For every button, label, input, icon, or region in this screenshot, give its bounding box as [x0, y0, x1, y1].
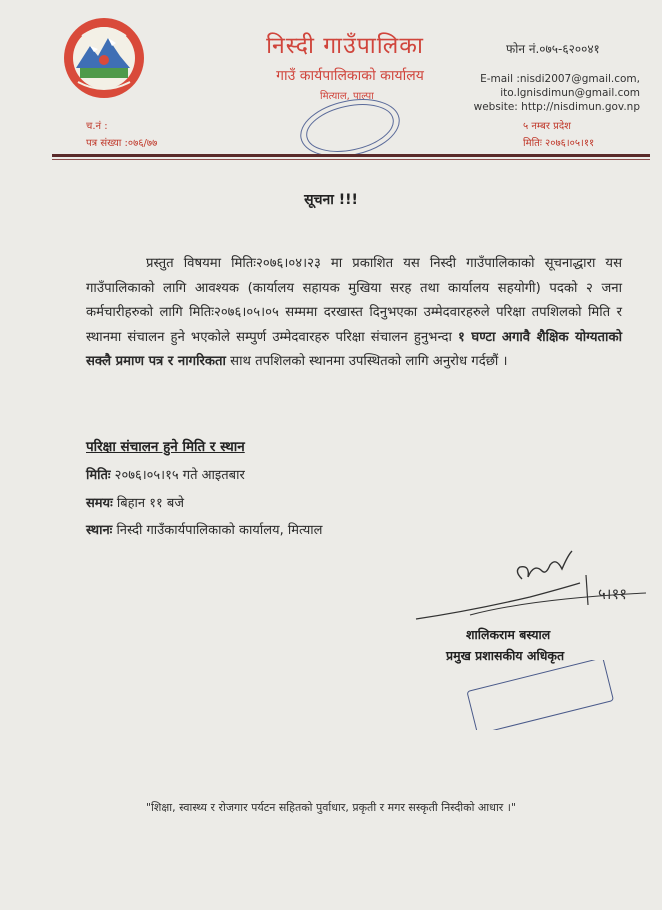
header-rule-thin — [52, 159, 650, 160]
reference-left — [86, 118, 157, 152]
contact-block — [474, 72, 640, 114]
letter-number: पत्र संख्या :०७६/७७ — [86, 138, 158, 149]
letter-date: मितिः २०७६।०५।११ — [523, 138, 595, 149]
province: ५ नम्बर प्रदेश — [523, 121, 571, 132]
char-number: च.नं : — [86, 121, 108, 132]
exam-schedule-heading: परिक्षा संचालन हुने मिति र स्थान — [86, 439, 245, 455]
exam-date-label: मितिः — [86, 468, 111, 483]
notice-text-bold: १ घण्टा अगावै शैक्षिक योग्यताको सक्लै प्रमाण पत्र र नागरिकता — [86, 329, 622, 369]
office-subtitle: गाउँ कार्यपालिकाको कार्यालय — [276, 68, 424, 84]
email-secondary: ito.lgnisdimun@gmail.com — [500, 87, 640, 99]
website: website: http://nisdimun.gov.np — [473, 101, 640, 113]
notice-body — [86, 252, 622, 375]
reference-right — [523, 118, 594, 152]
exam-place-label: स्थानः — [86, 523, 113, 538]
exam-date-line — [86, 465, 245, 483]
header-rule — [52, 154, 650, 157]
municipality-logo — [62, 16, 146, 100]
office-place: मित्याल, पाल्पा — [320, 91, 374, 102]
signature-date: ५।११ — [598, 585, 628, 603]
notice-text-part1: प्रस्तुत विषयमा मितिः२०७६।०४।२३ मा प्रकाशित यस निस्दी गाउँपालिकाको सूचनाद्धारा यस गाउँपालिकाको लागि आवश्यक (कार्यालय सहायक मुखिया सरह तथा कार्यालय सहयोगी) पदको २ जना कर्मचारीहरुको लागि मितिः२०७६।०५।०५ सम्ममा दरखास्त दिनुभएका उम्मेदवारहरुले परिक्षा तपशिलको मिति र स्थानमा संचालन हुने भएकोले सम्पुर्ण उम्मेदवारहरु परिक्षा संचालन हुनुभन्दा — [86, 256, 622, 345]
email-primary: E-mail :nisdi2007@gmail.com, — [480, 73, 640, 85]
office-name: निस्दी गाउँपालिका — [266, 33, 424, 59]
signatory-title: प्रमुख प्रशासकीय अधिकृत — [446, 648, 565, 663]
exam-time-label: समयः — [86, 496, 113, 511]
office-stamp — [295, 95, 405, 161]
exam-date-value: २०७६।०५।१५ गते आइतबार — [110, 468, 245, 483]
signatory-stamp — [460, 660, 620, 730]
notice-text-part2: साथ तपशिलको स्थानमा उपस्थितको लागि अनुरोध गर्दछौं । — [230, 354, 508, 369]
phone-number: फोन नं.०७५-६२००४१ — [506, 42, 600, 56]
signatory-name: शालिकराम बस्याल — [466, 627, 551, 642]
notice-heading: सूचना !!! — [304, 192, 358, 208]
footer-motto: "शिक्षा, स्वास्थ्य र रोजगार पर्यटन सहितको पुर्वाधार, प्रकृती र मगर सस्कृती निस्दीको आधार ।" — [145, 801, 517, 814]
exam-place-line — [86, 520, 322, 538]
exam-time-line — [86, 493, 184, 511]
exam-place-value: निस्दी गाउँकार्यपालिकाको कार्यालय, मित्याल — [112, 523, 323, 538]
exam-time-value: बिहान ११ बजे — [112, 496, 184, 511]
